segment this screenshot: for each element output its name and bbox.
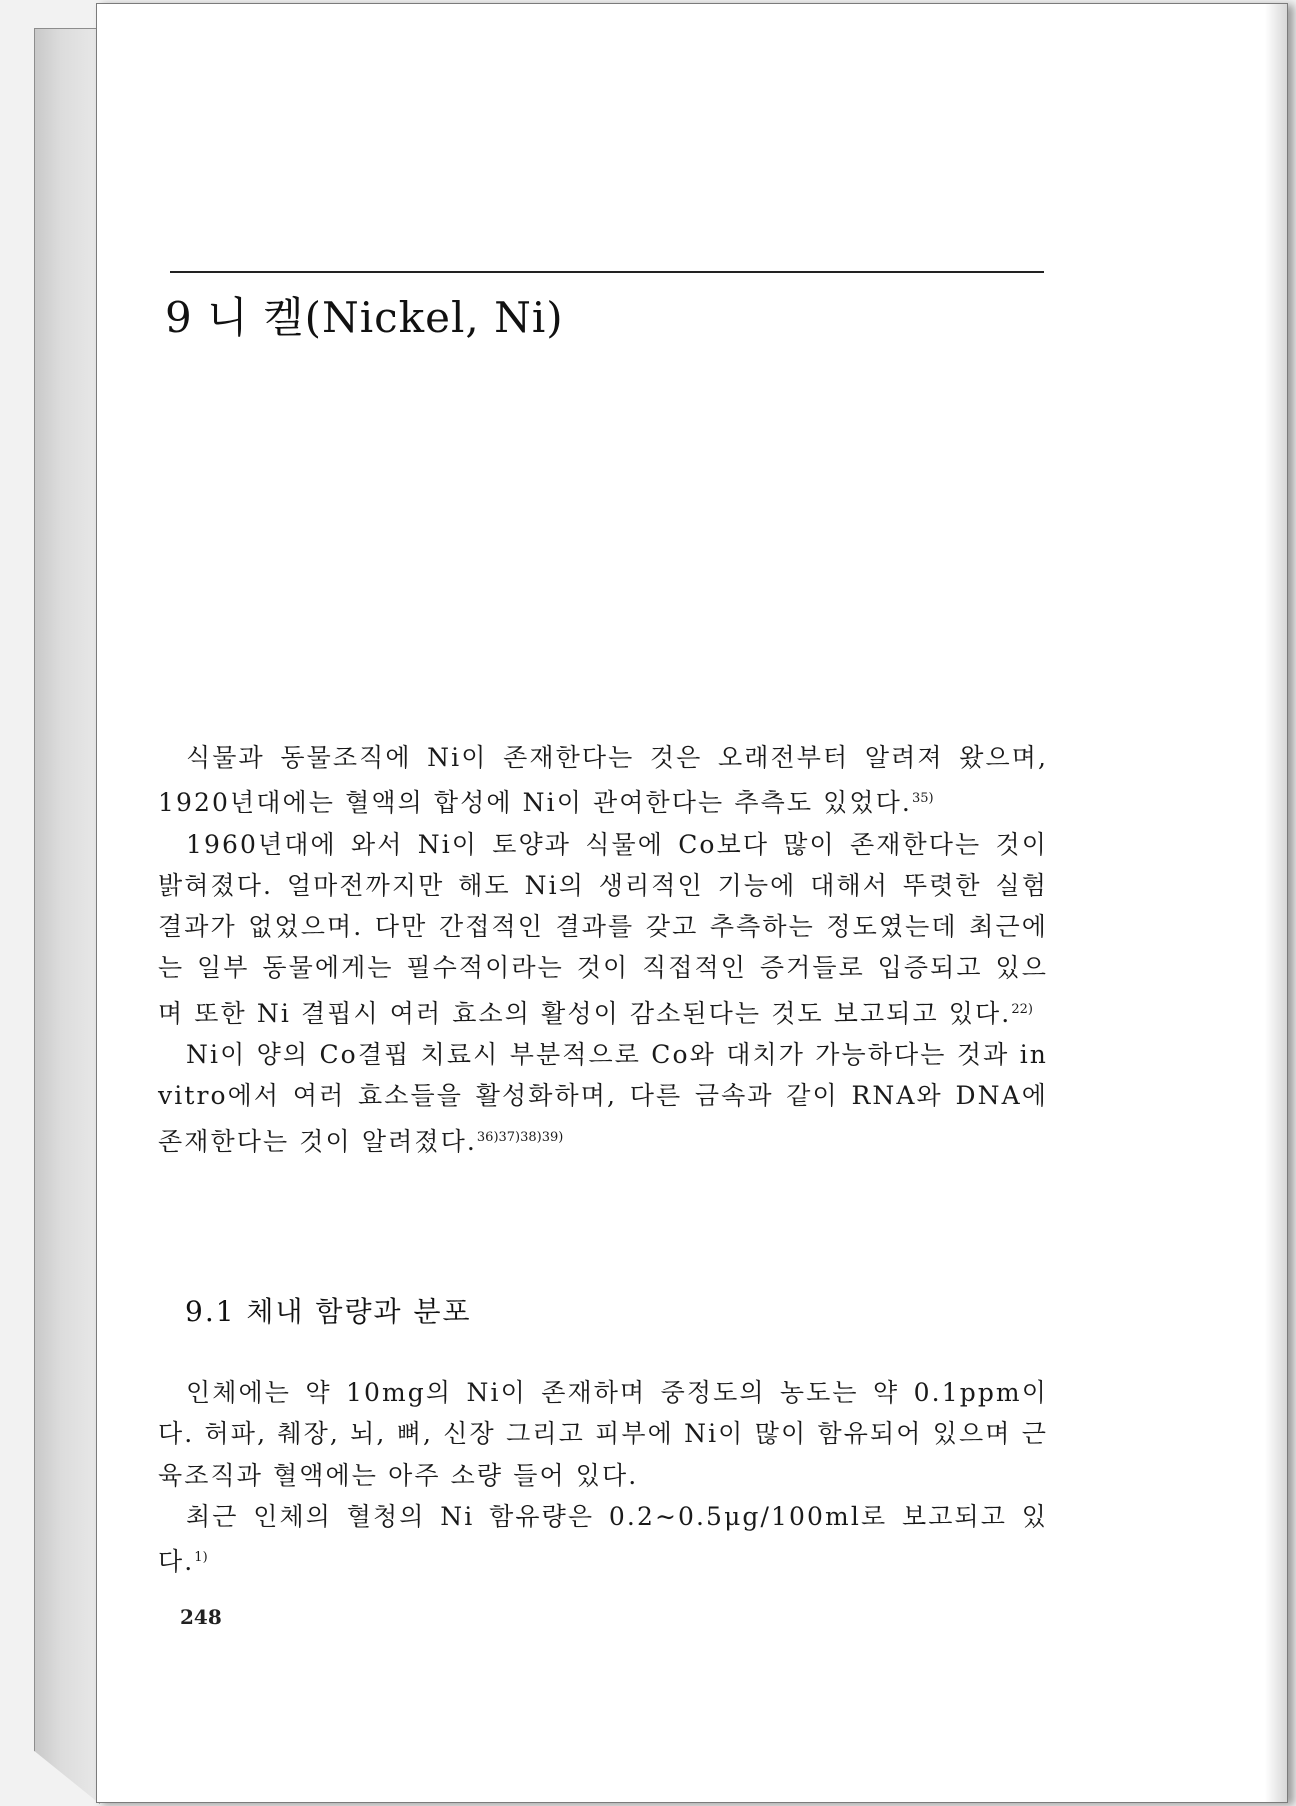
section-title: 9.1 체내 함량과 분포 — [185, 1295, 472, 1328]
section-paragraph-2: 최근 인체의 혈청의 Ni 함유량은 0.2∼0.5μg/100ml로 보고되고 있다.$^{1)}$ — [158, 1501, 1048, 1577]
page-number: 248 — [180, 1605, 222, 1629]
book-spine — [34, 28, 100, 1804]
footnote-ref: 36)37)38)39) — [476, 1129, 564, 1145]
footnote-ref: 1) — [194, 1550, 208, 1566]
section-text — [158, 1372, 1048, 1582]
intro-paragraph-3: Ni이 양의 Co결핍 치료시 부분적으로 Co와 대치가 가능하다는 것과 in vitro에서 여러 효소들을 활성화하며, 다른 금속과 같이 RNA와 DNA에 존재한다는 것이 알려졌다.$^{36)37)38)39)}$ — [158, 1040, 1048, 1156]
intro-text — [158, 737, 1048, 1162]
intro-paragraph-2: 1960년대에 와서 Ni이 토양과 식물에 Co보다 많이 존재한다는 것이 밝혀졌다. 얼마전까지만 해도 Ni의 생리적인 기능에 대해서 뚜렷한 실험 결과가 없었으며. 다만 간접적인 결과를 갖고 추측하는 정도였는데 최근에는 일부 동물에게는 필수적이라는 것이 직접적인 증거들로 입증되고 있으며 또한 Ni 결핍시 여러 효소의 활성이 감소된다는 것도 보고되고 있다.$^{22)}$ — [158, 829, 1048, 1028]
page-edge-shadow — [1265, 4, 1287, 1802]
footnote-ref: 22) — [1011, 1001, 1033, 1017]
chapter-rule — [170, 271, 1044, 273]
section-paragraph-1: 인체에는 약 10mg의 Ni이 존재하며 중정도의 농도는 약 0.1ppm이다. 허파, 췌장, 뇌, 뼈, 신장 그리고 피부에 Ni이 많이 함유되어 있으며 근육조직과 혈액에는 아주 소량 들어 있다. — [158, 1378, 1048, 1490]
chapter-title: 9 니 켈(Nickel, Ni) — [165, 293, 564, 342]
footnote-ref: 35) — [911, 791, 934, 807]
intro-paragraph-1: 식물과 동물조직에 Ni이 존재한다는 것은 오래전부터 알려져 왔으며, 1920년대에는 혈액의 합성에 Ni이 관여한다는 추측도 있었다.$^{35)}$ — [158, 743, 1048, 818]
